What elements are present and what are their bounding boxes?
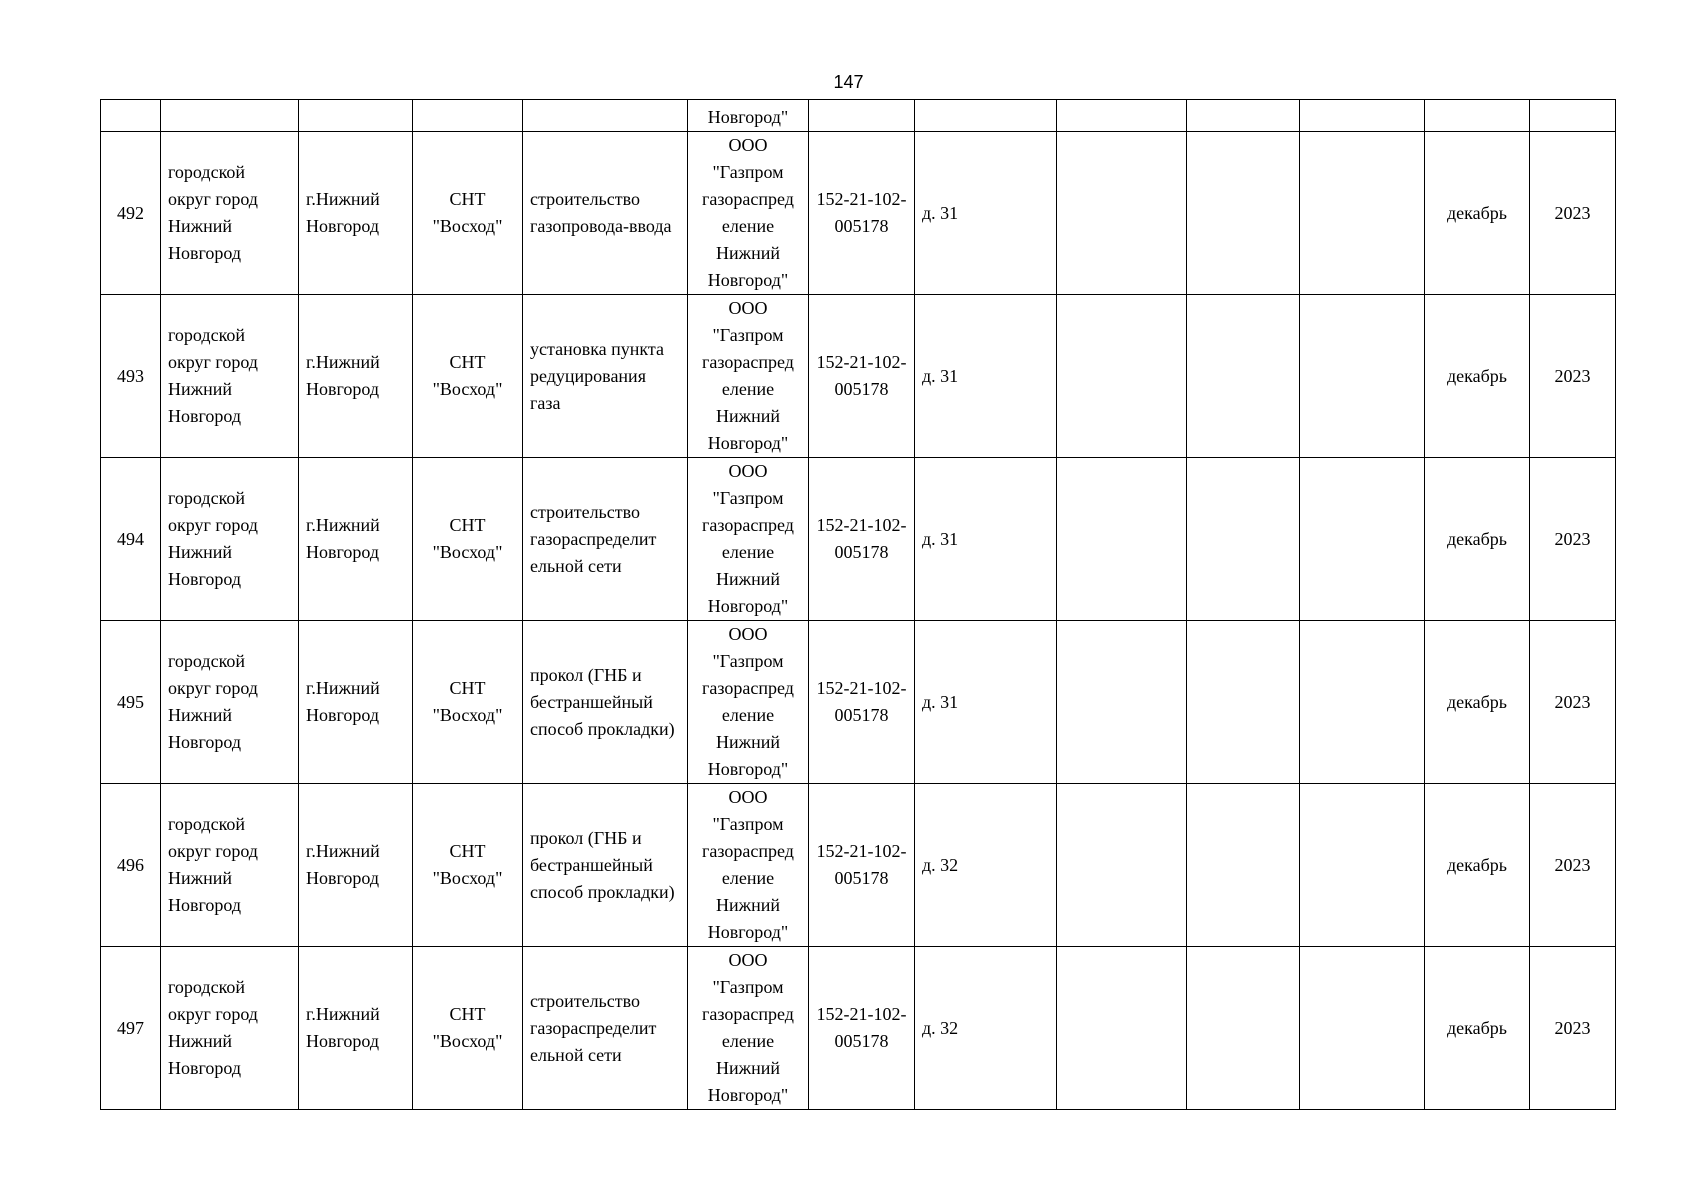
snt-cell: СНТ "Восход" — [413, 947, 523, 1110]
table-row — [101, 295, 1616, 458]
year-cell: 2023 — [1530, 458, 1616, 621]
month-cell: декабрь — [1425, 295, 1530, 458]
empty-cell — [1057, 784, 1187, 947]
empty-cell — [1057, 947, 1187, 1110]
table-row — [101, 132, 1616, 295]
work-type-cell: строительство газопровода-ввода — [523, 132, 688, 295]
month-cell: декабрь — [1425, 784, 1530, 947]
organization-cell: ООО "Газпром газораспред еление Нижний Новгород" — [688, 458, 809, 621]
empty-cell — [1187, 132, 1300, 295]
row-number-cell: 494 — [101, 458, 161, 621]
month-cell: декабрь — [1425, 621, 1530, 784]
table-row — [101, 621, 1616, 784]
year-cell: 2023 — [1530, 132, 1616, 295]
municipality-cell: городской округ город Нижний Новгород — [161, 132, 299, 295]
empty-cell — [1057, 621, 1187, 784]
table-row — [101, 947, 1616, 1110]
municipality-cell: городской округ город Нижний Новгород — [161, 947, 299, 1110]
row-number-cell: 495 — [101, 621, 161, 784]
house-cell: д. 31 — [915, 621, 1057, 784]
cadastral-number-cell: 152-21-102-005178 — [809, 132, 915, 295]
row-number-cell: 493 — [101, 295, 161, 458]
empty-cell — [1187, 295, 1300, 458]
organization-cell: ООО "Газпром газораспред еление Нижний Новгород" — [688, 295, 809, 458]
municipality-cell: городской округ город Нижний Новгород — [161, 621, 299, 784]
page-number: 147 — [833, 72, 864, 92]
year-cell: 2023 — [1530, 784, 1616, 947]
organization-cell: ООО "Газпром газораспред еление Нижний Новгород" — [688, 947, 809, 1110]
municipality-cell: городской округ город Нижний Новгород — [161, 458, 299, 621]
row-number-cell: 492 — [101, 132, 161, 295]
month-cell: декабрь — [1425, 947, 1530, 1110]
year-cell: 2023 — [1530, 295, 1616, 458]
work-type-cell: прокол (ГНБ и бестраншейный способ прокладки) — [523, 621, 688, 784]
snt-cell: СНТ "Восход" — [413, 458, 523, 621]
cadastral-number-cell: 152-21-102-005178 — [809, 621, 915, 784]
work-type-cell: строительство газораспределит ельной сети — [523, 947, 688, 1110]
empty-cell — [1187, 621, 1300, 784]
empty-cell — [1300, 295, 1425, 458]
empty-cell — [1057, 458, 1187, 621]
house-cell: д. 32 — [915, 784, 1057, 947]
empty-cell — [1300, 784, 1425, 947]
continuation-org-cell: Новгород" — [688, 100, 809, 132]
table-row — [101, 784, 1616, 947]
city-cell: г.Нижний Новгород — [299, 132, 413, 295]
year-cell: 2023 — [1530, 947, 1616, 1110]
city-cell: г.Нижний Новгород — [299, 947, 413, 1110]
city-cell: г.Нижний Новгород — [299, 295, 413, 458]
empty-cell — [1187, 947, 1300, 1110]
organization-cell: ООО "Газпром газораспред еление Нижний Новгород" — [688, 132, 809, 295]
row-number-cell: 496 — [101, 784, 161, 947]
empty-cell — [1300, 458, 1425, 621]
year-cell: 2023 — [1530, 621, 1616, 784]
house-cell: д. 32 — [915, 947, 1057, 1110]
empty-cell — [1057, 132, 1187, 295]
data-table — [100, 99, 1616, 1110]
work-type-cell: установка пункта редуцирования газа — [523, 295, 688, 458]
city-cell: г.Нижний Новгород — [299, 621, 413, 784]
empty-cell — [1300, 132, 1425, 295]
cadastral-number-cell: 152-21-102-005178 — [809, 784, 915, 947]
organization-cell: ООО "Газпром газораспред еление Нижний Новгород" — [688, 784, 809, 947]
work-type-cell: прокол (ГНБ и бестраншейный способ прокладки) — [523, 784, 688, 947]
organization-cell: ООО "Газпром газораспред еление Нижний Новгород" — [688, 621, 809, 784]
snt-cell: СНТ "Восход" — [413, 784, 523, 947]
empty-cell — [1057, 295, 1187, 458]
city-cell: г.Нижний Новгород — [299, 458, 413, 621]
empty-cell — [1187, 458, 1300, 621]
work-type-cell: строительство газораспределит ельной сети — [523, 458, 688, 621]
snt-cell: СНТ "Восход" — [413, 621, 523, 784]
city-cell: г.Нижний Новгород — [299, 784, 413, 947]
row-number-cell: 497 — [101, 947, 161, 1110]
month-cell: декабрь — [1425, 458, 1530, 621]
empty-cell — [1300, 621, 1425, 784]
municipality-cell: городской округ город Нижний Новгород — [161, 295, 299, 458]
empty-cell — [1300, 947, 1425, 1110]
continuation-row — [101, 100, 1616, 132]
snt-cell: СНТ "Восход" — [413, 132, 523, 295]
table-row — [101, 458, 1616, 621]
cadastral-number-cell: 152-21-102-005178 — [809, 295, 915, 458]
house-cell: д. 31 — [915, 132, 1057, 295]
month-cell: декабрь — [1425, 132, 1530, 295]
snt-cell: СНТ "Восход" — [413, 295, 523, 458]
cadastral-number-cell: 152-21-102-005178 — [809, 458, 915, 621]
cadastral-number-cell: 152-21-102-005178 — [809, 947, 915, 1110]
house-cell: д. 31 — [915, 458, 1057, 621]
house-cell: д. 31 — [915, 295, 1057, 458]
municipality-cell: городской округ город Нижний Новгород — [161, 784, 299, 947]
empty-cell — [1187, 784, 1300, 947]
